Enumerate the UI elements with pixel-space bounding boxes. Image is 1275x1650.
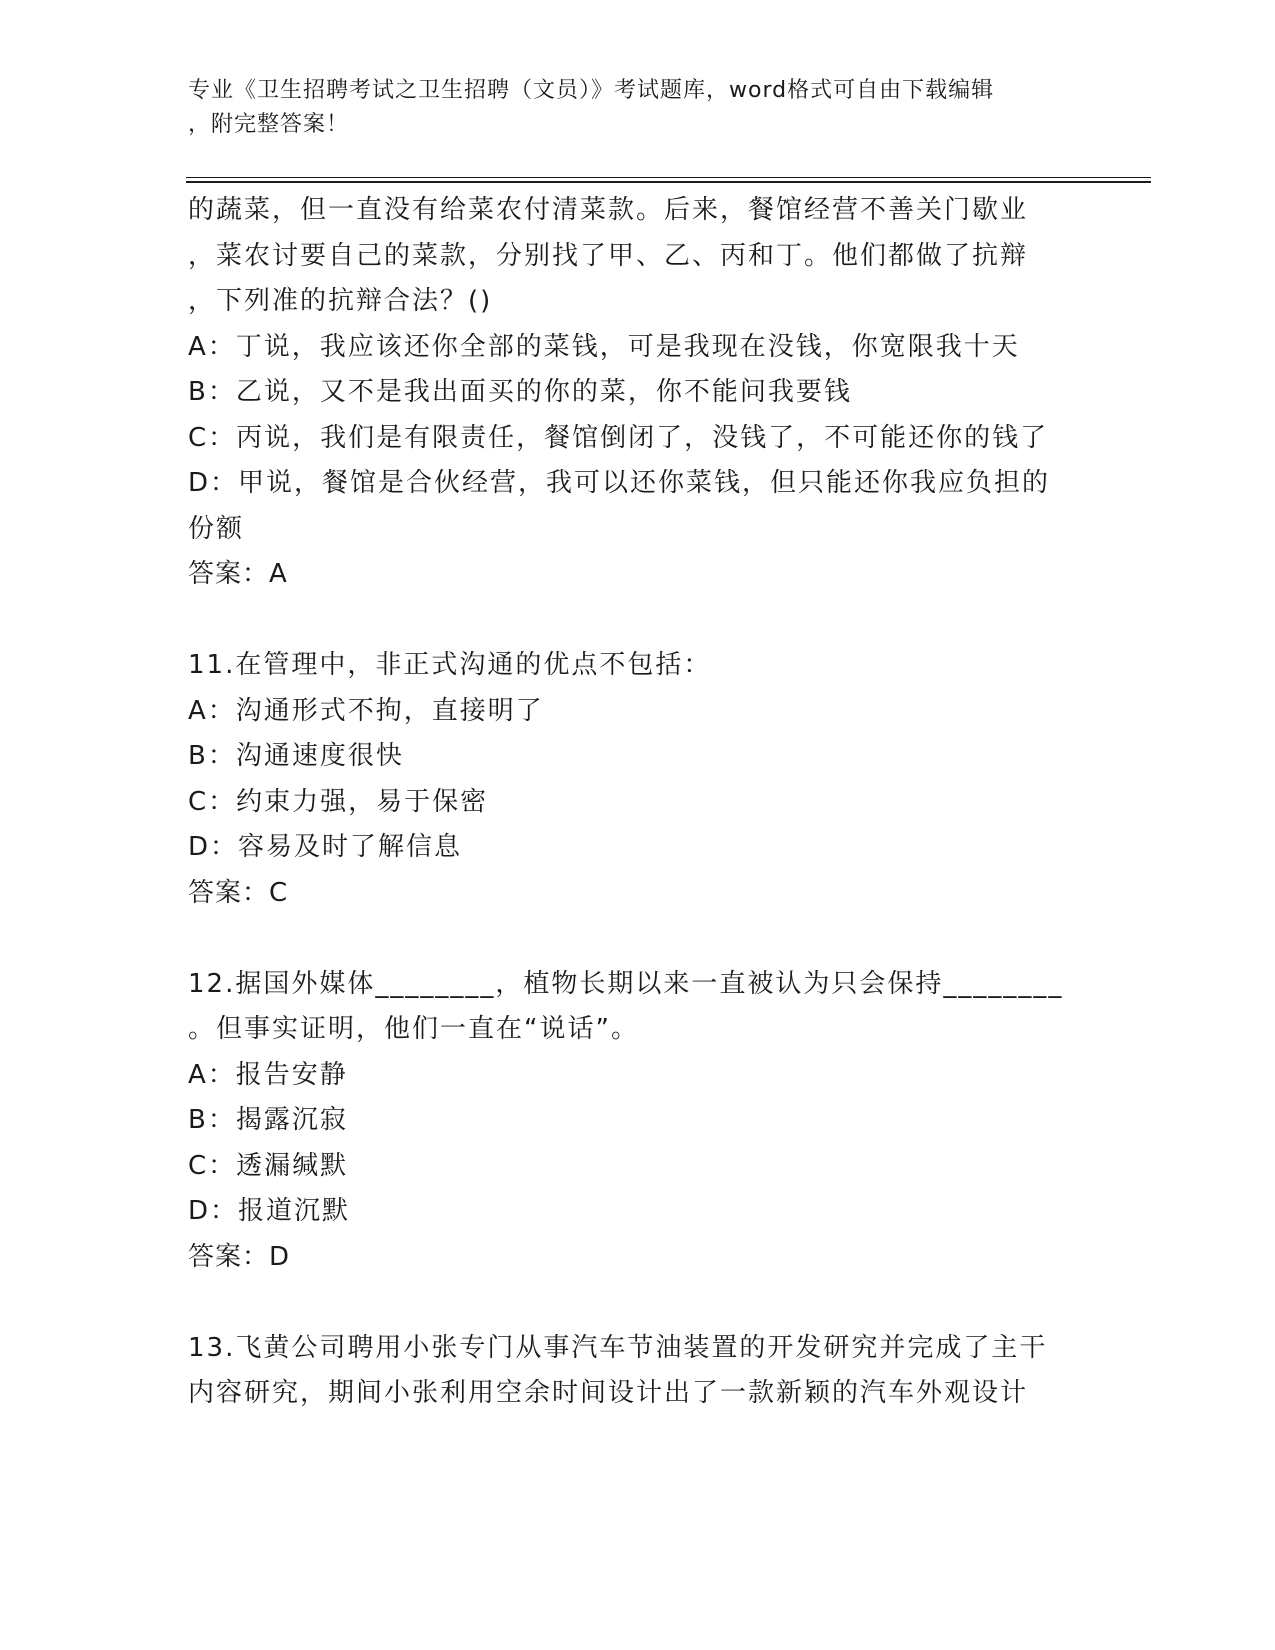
spacer (188, 916, 1068, 962)
option-d-continued: 份额 (188, 513, 245, 544)
question-stem-line: 13.飞黄公司聘用小张专门从事汽车节油装置的开发研究并完成了主干 (188, 1332, 1048, 1363)
option-d: D：甲说，餐馆是合伙经营，我可以还你菜钱，但只能还你我应负担的 (188, 468, 1051, 498)
question-stem-line: 12.据国外媒体________，植物长期以来一直被认为只会保持________ (188, 968, 1064, 999)
option-a: A：沟通形式不拘，直接明了 (188, 695, 544, 726)
answer-line: 答案：D (188, 1241, 291, 1272)
option-a: A：丁说，我应该还你全部的菜钱，可是我现在没钱，你宽限我十天 (188, 331, 1020, 362)
question-stem-line: 11.在管理中，非正式沟通的优点不包括： (188, 650, 712, 680)
option-b: B：乙说，又不是我出面买的你的菜，你不能问我要钱 (188, 377, 852, 407)
header-line-2: ，附完整答案！ (188, 112, 350, 137)
question-stem-line: ，下列准的抗辩合法？() (188, 286, 493, 316)
page-header (188, 74, 1068, 142)
question-block (188, 643, 1068, 916)
header-divider-thick (186, 181, 1151, 183)
question-stem-line: 内容研究，期间小张利用空余时间设计出了一款新颖的汽车外观设计 (188, 1378, 1029, 1408)
option-c: C：透漏缄默 (188, 1150, 349, 1181)
option-a: A：报告安静 (188, 1059, 348, 1090)
question-list (188, 188, 1068, 1417)
option-b: B：揭露沉寂 (188, 1105, 348, 1135)
spacer (188, 598, 1068, 644)
option-c: C：丙说，我们是有限责任，餐馆倒闭了，没钱了，不可能还你的钱了 (188, 422, 1049, 453)
question-block (188, 188, 1068, 598)
spacer (188, 1280, 1068, 1326)
question-block (188, 962, 1068, 1281)
option-c: C：约束力强，易于保密 (188, 786, 489, 817)
question-stem-line: 。但事实证明，他们一直在“说话”。 (188, 1014, 639, 1044)
header-line-1: 专业《卫生招聘考试之卫生招聘（文员）》考试题库，word格式可自由下载编辑 (188, 78, 995, 103)
question-block (188, 1326, 1068, 1417)
header-divider-thin (186, 177, 1151, 178)
option-b: B：沟通速度很快 (188, 741, 404, 771)
answer-line: 答案：C (188, 877, 289, 908)
answer-line: 答案：A (188, 559, 288, 589)
option-d: D：报道沉默 (188, 1196, 351, 1226)
question-stem-line: 的蔬菜，但一直没有给菜农付清菜款。后来，餐馆经营不善关门歇业 (188, 195, 1029, 225)
option-d: D：容易及时了解信息 (188, 832, 463, 862)
question-stem-line: ，菜农讨要自己的菜款，分别找了甲、乙、丙和丁。他们都做了抗辩 (188, 240, 1029, 271)
